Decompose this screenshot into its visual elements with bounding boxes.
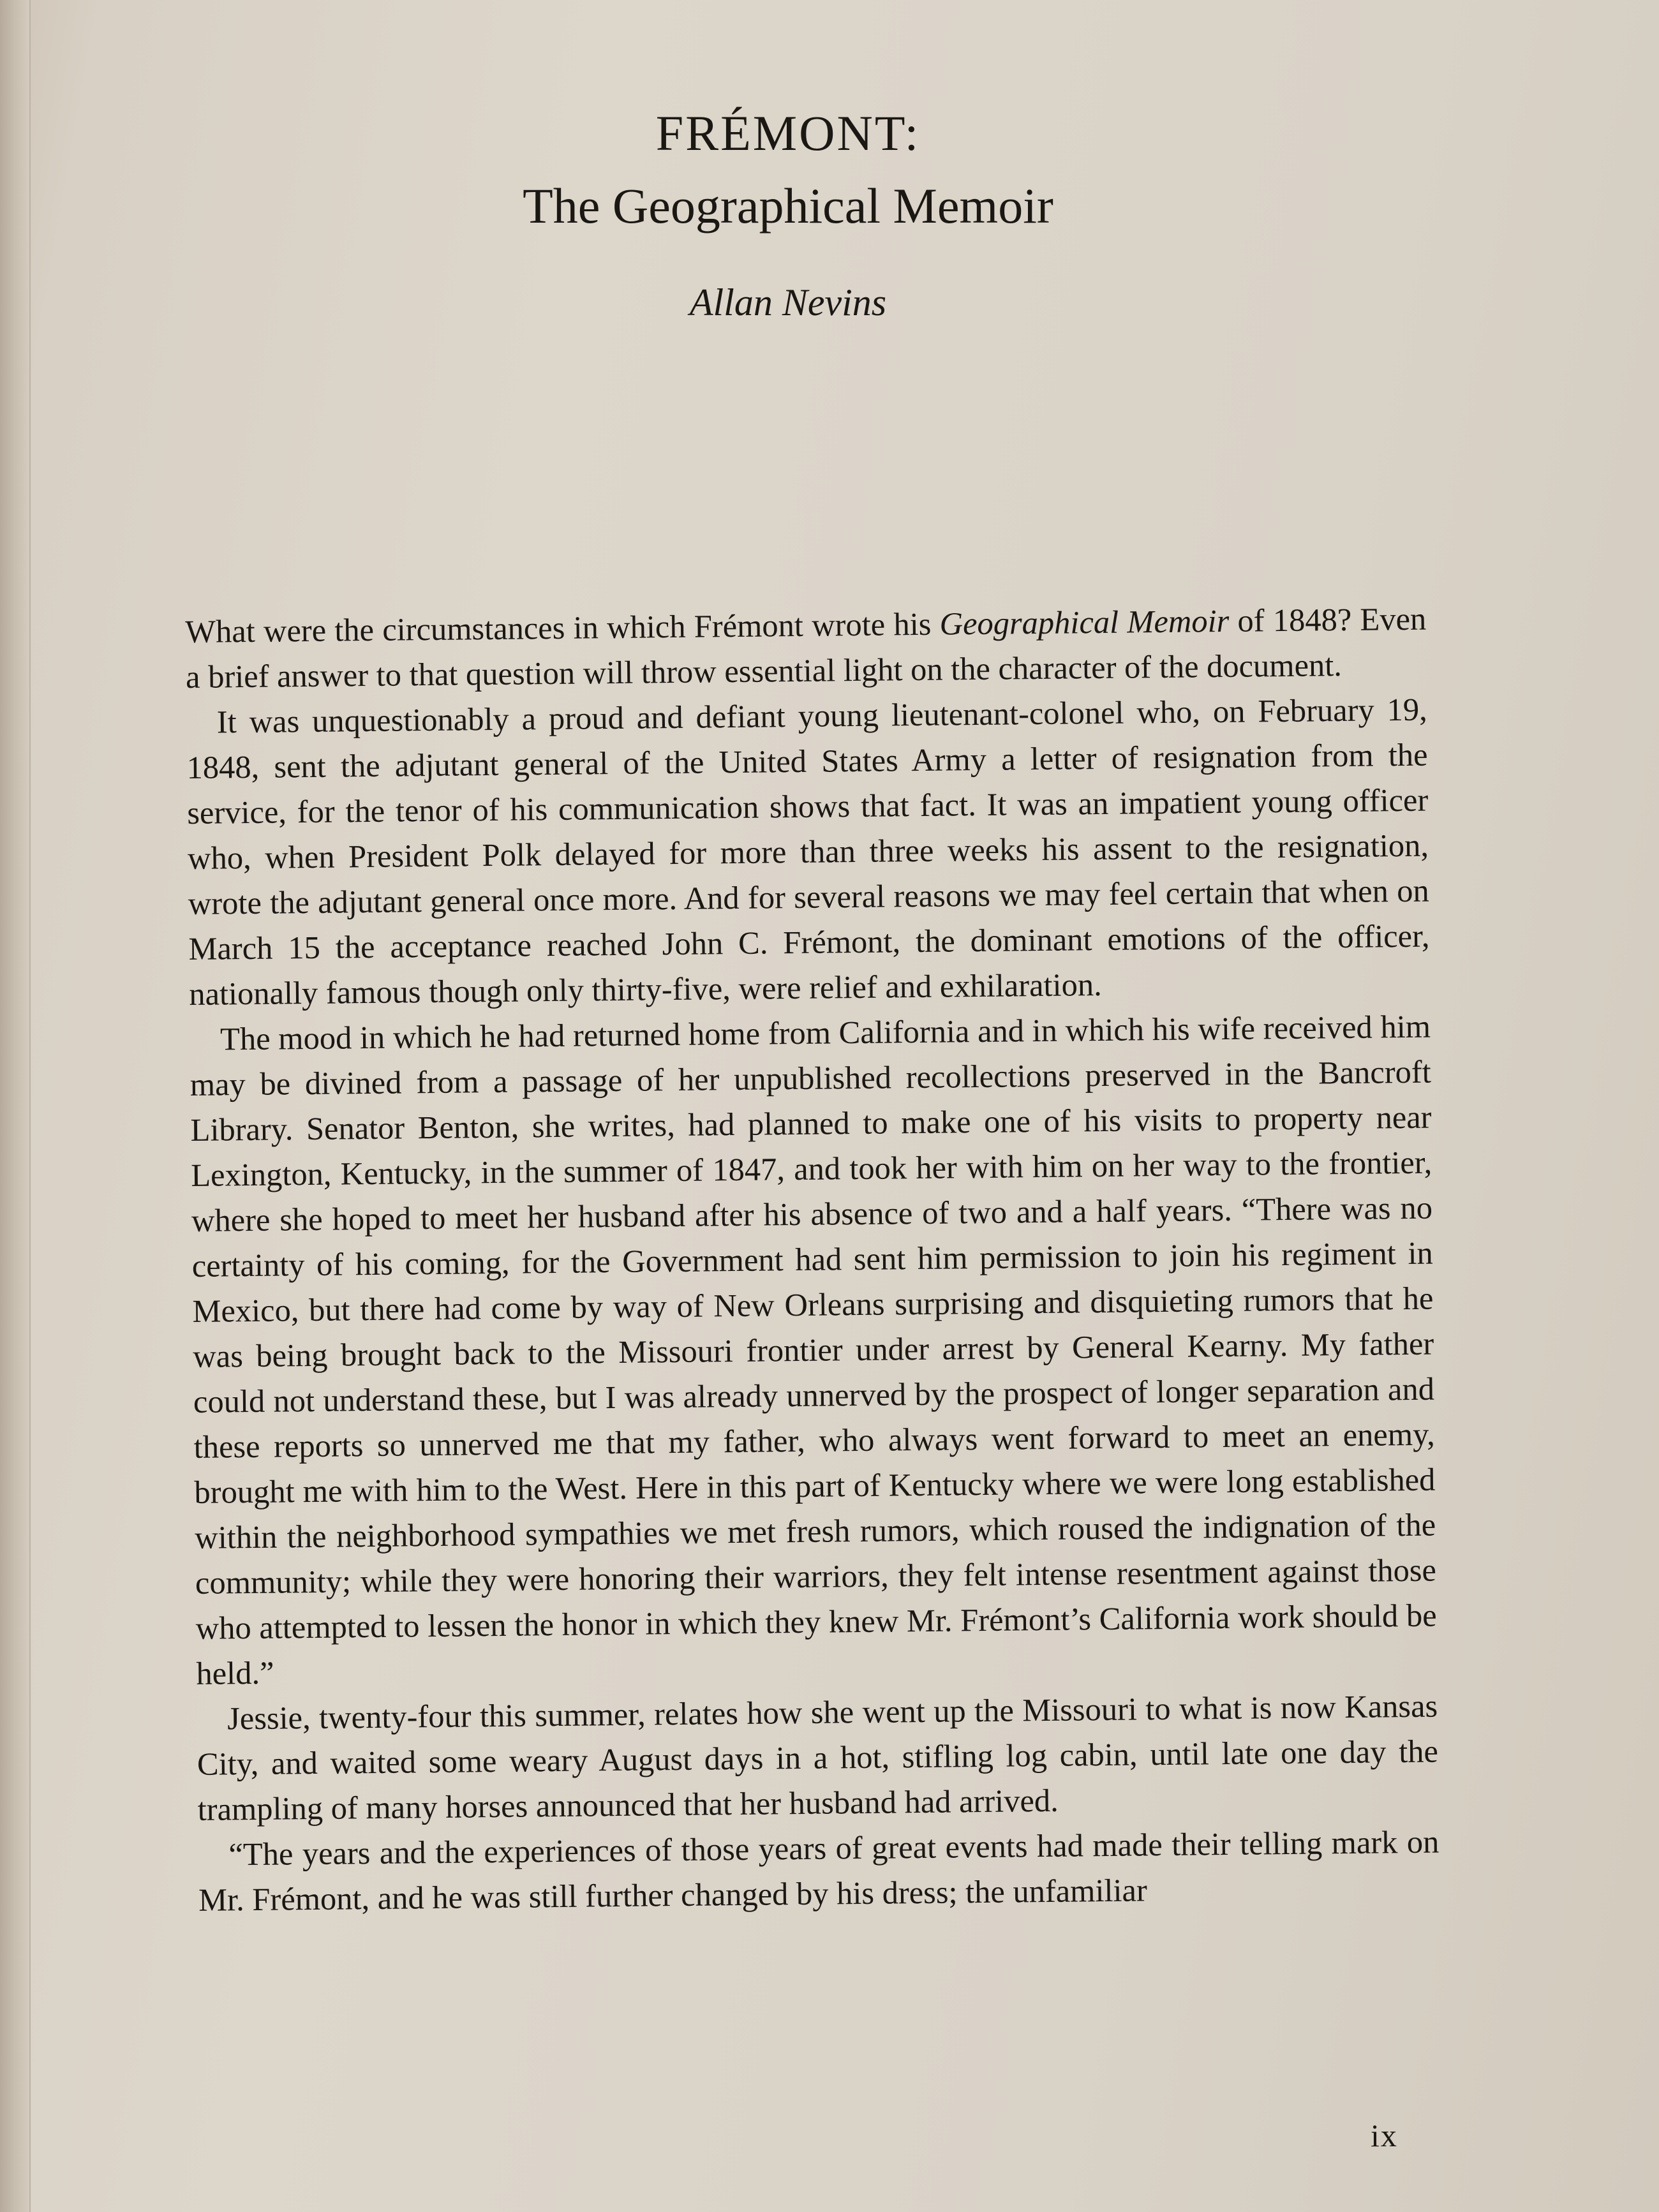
paragraph-3: The mood in which he had returned home from California and in which his wife received him may be divined from a passage of her unpublished recollections preserved in the Bancroft Library. Senator Benton, she writes, had planned to make one of his visits to property near Lexington, Kentucky, in the summer of 1847, and took her with him on her way to the frontier, where she hoped to meet her husband after his absence of two and a half years. “There was no certainty of his coming, for the Government had sent him permission to join his regiment in Mexico, but there had come by way of New Orleans surprising and disquieting rumors that he was being brought back to the Missouri frontier under arrest by General Kearny. My father could not understand these, but I was already unnerved by the prospect of longer separation and these reports so unnerved me that my father, who always went forward to meet an enemy, brought me with him to the West. Here in this part of Kentucky where we were long established within the neighborhood sympathies we met fresh rumors, which roused the indignation of the community; while they were honoring their warriors, they felt intense resentment against those who attempted to lessen the honor in which they knew Mr. Frémont’s California work should be held.” bbox=[190, 1008, 1437, 1691]
paragraph-1-text-after: of 1848? Even a brief answer to that question will throw essential light on the character of the document. bbox=[185, 600, 1427, 695]
paragraph-1 bbox=[185, 597, 1427, 700]
paragraph-1-italic-title: Geographical Memoir bbox=[939, 602, 1230, 642]
page-number: ix bbox=[1371, 2118, 1398, 2153]
paragraph-1-text-before: What were the circumstances in which Frémont wrote his bbox=[185, 605, 940, 649]
chapter-header bbox=[0, 105, 1576, 323]
chapter-title: FRÉMONT: bbox=[655, 105, 921, 161]
paragraph-5: “The years and the experiences of those years of great events had made their telling mark on Mr. Frémont, and he was still further changed by his dress; the unfamiliar bbox=[198, 1823, 1440, 1918]
paragraph-4: Jessie, twenty-four this summer, relates how she went up the Missouri to what is now Kansas City, and waited some weary August days in a hot, stifling log cabin, until late one day the trampling of many horses announced that her husband had arrived. bbox=[197, 1688, 1439, 1827]
body-text bbox=[185, 597, 1440, 1923]
author-byline: Allan Nevins bbox=[689, 281, 887, 323]
paragraph-2: It was unquestionably a proud and defiant young lieutenant-colonel who, on February 19, 1848, sent the adjutant general of the United States Army a letter of resignation from the service, for the tenor of his communication shows that fact. It was an impatient young officer who, when President Polk delayed for more than three weeks his assent to the resignation, wrote the adjutant general once more. And for several reasons we may feel certain that when on March 15 the acceptance reached John C. Frémont, the dominant emotions of the officer, nationally famous though only thirty-five, were relief and exhilaration. bbox=[186, 691, 1430, 1012]
chapter-subtitle: The Geographical Memoir bbox=[523, 178, 1053, 234]
